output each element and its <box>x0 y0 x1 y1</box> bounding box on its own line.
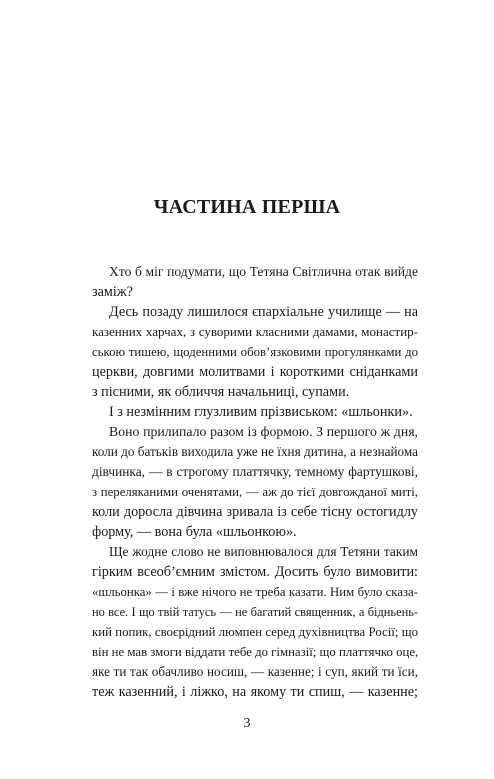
text-line: І з незмінним глузливим прізвиськом: «шльонки». <box>109 404 413 420</box>
text-line: з переляканими оченятами, — аж до тієї довгожданої миті, <box>92 485 418 499</box>
text-line: коли до батьків виходила уже не їхня дитина, а незнайома <box>92 444 418 459</box>
text-line: коли доросла дівчина зривала із себе тісну остогидлу <box>92 504 418 520</box>
page-number: 3 <box>243 716 251 731</box>
text-line: «шльонка» — і вже нічого не треба казати. Ним було сказа- <box>92 585 418 599</box>
text-line: форму, — вона була «шльонкою». <box>92 524 297 540</box>
text-line: з пісними, як обличчя начальниці, супами. <box>92 384 350 400</box>
text-line: він не мав змоги віддати тебе до гімназії; що платтячко оце, <box>92 645 419 659</box>
text-line: казенних харчах, з суворими класними дамами, монастир- <box>92 324 418 339</box>
text-line: Ще жодне слово не виповнювалося для Тетяни таким <box>109 544 418 559</box>
text-line: заміж? <box>92 284 133 300</box>
text-line: Воно прилипало разом із формою. З першого ж дня, <box>109 424 418 439</box>
text-line: гірким всеоб’ємним змістом. Досить було вимовити: <box>92 564 418 580</box>
text-line: ською тишею, щоденними обов’язковими прогулянками до <box>92 345 418 359</box>
text-line: яке ти так обачливо носиш, — казенне; і суп, який ти їси, <box>92 664 418 679</box>
text-line: кий попик, своєрідний люмпен серед духівництва Росії; що <box>92 625 418 639</box>
body-text <box>92 262 418 702</box>
text-line: Хто б міг подумати, що Тетяна Світлична отак вийде <box>109 264 418 279</box>
chapter-title: ЧАСТИНА ПЕРША <box>153 196 341 218</box>
text-line: Десь позаду лишилося єпархіальне училище — на <box>109 304 418 320</box>
text-line: церкви, довгими молитвами і короткими сніданками <box>92 364 418 380</box>
text-line: теж казенний, і ліжко, на якому ти спиш, — казенне; <box>92 684 418 700</box>
text-line: но все. І що твій татусь — не багатий священник, а бідньень- <box>92 605 418 619</box>
text-line: дівчинка, — в строгому платтячку, темному фартушкові, <box>92 464 418 479</box>
